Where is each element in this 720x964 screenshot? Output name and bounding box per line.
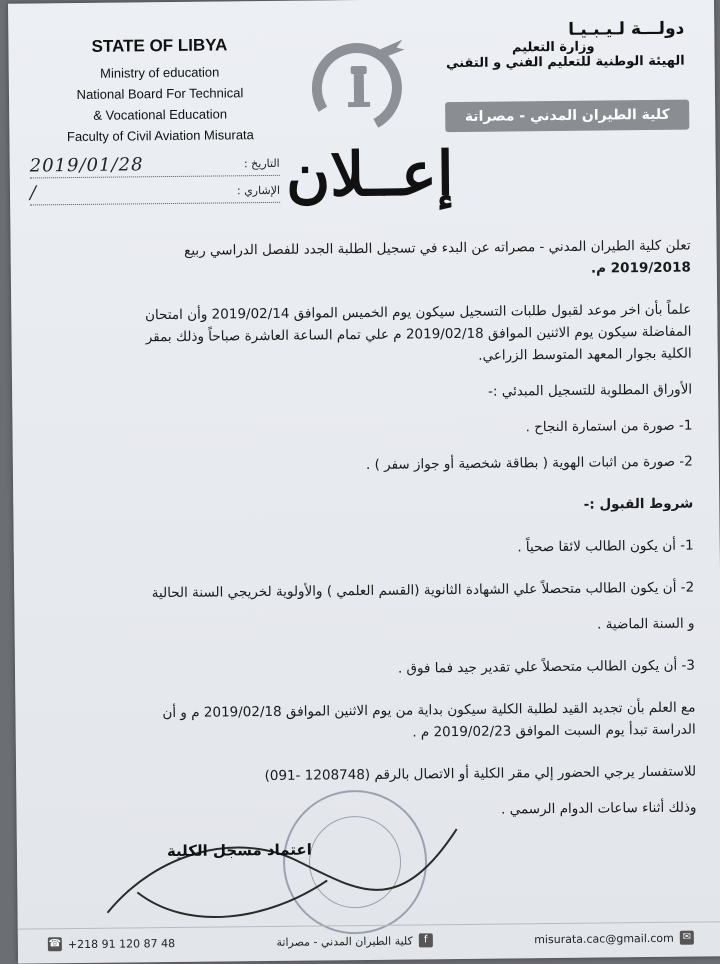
state-title: STATE OF LIBYA [91, 35, 228, 56]
phone-text: +218 91 120 87 48 [67, 936, 176, 951]
document-page [8, 0, 720, 964]
contact-line-2: وذلك أثناء ساعات الدوام الرسمي . [501, 799, 697, 818]
date-value: 2019/01/28 [29, 153, 144, 176]
handwritten-signature [96, 789, 478, 943]
deadline-line-2: المفاضلة سيكون يوم الاثنين الموافق 2019/02/18 م علي تمام الساعة العاشرة صباحاً وذلك بمقر [145, 323, 692, 346]
conditions-heading: شروط القبول :- [583, 495, 694, 513]
facebook-text: كلية الطيران المدني - مصراتة [276, 934, 413, 949]
document-item-1: 1- صورة من استمارة النجاح . [525, 417, 693, 436]
reference-row [30, 178, 280, 206]
footer [18, 921, 720, 959]
facebook-icon: f [419, 933, 433, 947]
board-name: الهيئة الوطنية للتعليم الفني و التقني [445, 53, 685, 72]
email-icon: ✉ [680, 931, 694, 945]
document-item-2: 2- صورة من اثبات الهوية ( بطاقة شخصية أو جواز سفر ) . [365, 453, 693, 473]
country-name: دولـــة لـيـبـيـا [568, 18, 685, 40]
footer-phone [48, 936, 175, 951]
deadline-line-3: الكلية بجوار المعهد المتوسط الزراعي. [478, 345, 692, 364]
intro-line-1: تعلن كلية الطيران المدني - مصراته عن البدء في تسجيل الطلبة الجدد للفصل الدراسي ربيع [184, 237, 691, 259]
registrar-approval-label: اعتماد مسجل الكلية [166, 840, 312, 861]
deadline-line-1: علماً بأن اخر موعد لقبول طلبات التسجيل سيكون يوم الخميس الموافق 2019/02/14 وأن امتحان [144, 301, 692, 324]
condition-item-2-line-2: و السنة الماضية . [597, 615, 695, 633]
ministry-name: وزارة التعليم [511, 39, 595, 56]
date-label: التاريخ : [243, 156, 280, 170]
board-line-1: National Board For Technical [76, 85, 244, 102]
phone-icon: ☎ [48, 937, 62, 951]
faculty-banner: كلية الطيران المدني - مصراتة [445, 100, 689, 133]
documents-heading: الأوراق المطلوبة للتسجيل المبدئي :- [487, 381, 693, 400]
registration-line-1: مع العلم بأن تجديد القيد لطلبة الكلية سيكون بداية من يوم الاثنين الموافق 2019/02/18 م و أن [162, 699, 696, 722]
reference-value: / [29, 181, 38, 203]
email-text: misurata.cac@gmail.com [534, 931, 674, 946]
faculty-line: Faculty of Civil Aviation Misurata [66, 127, 254, 145]
english-letterhead [44, 35, 275, 147]
condition-item-3: 3- أن يكون الطالب متحصلاً علي تقدير جيد فما فوق . [397, 657, 696, 677]
faculty-logo-icon [304, 29, 415, 140]
intro-line-2: 2019/2018 م. [590, 259, 691, 277]
condition-item-2-line-1: 2- أن يكون الطالب متحصلاً علي الشهادة الثانوية (القسم العلمي ) والأولوية لخريجي السنة الحالية [151, 579, 695, 602]
announcement-title: إعــلان [285, 139, 454, 211]
contact-line-1: للاستفسار يرجي الحضور إلي مقر الكلية أو الاتصال بالرقم (1208748 -091) [264, 763, 697, 785]
date-row [30, 151, 280, 179]
reference-label: الإشاري : [236, 183, 281, 197]
footer-email [534, 931, 694, 947]
condition-item-1: 1- أن يكون الطالب لائقا صحياً . [517, 537, 694, 556]
footer-facebook [276, 933, 432, 949]
reference-block [30, 151, 281, 208]
ministry-line: Ministry of education [100, 64, 220, 81]
announcement-body [71, 235, 697, 825]
registration-line-2: الدراسة تبدأ يوم السبت الموافق 2019/02/23 م . [412, 721, 696, 741]
arabic-letterhead [424, 19, 685, 72]
board-line-2: & Vocational Education [93, 106, 228, 123]
